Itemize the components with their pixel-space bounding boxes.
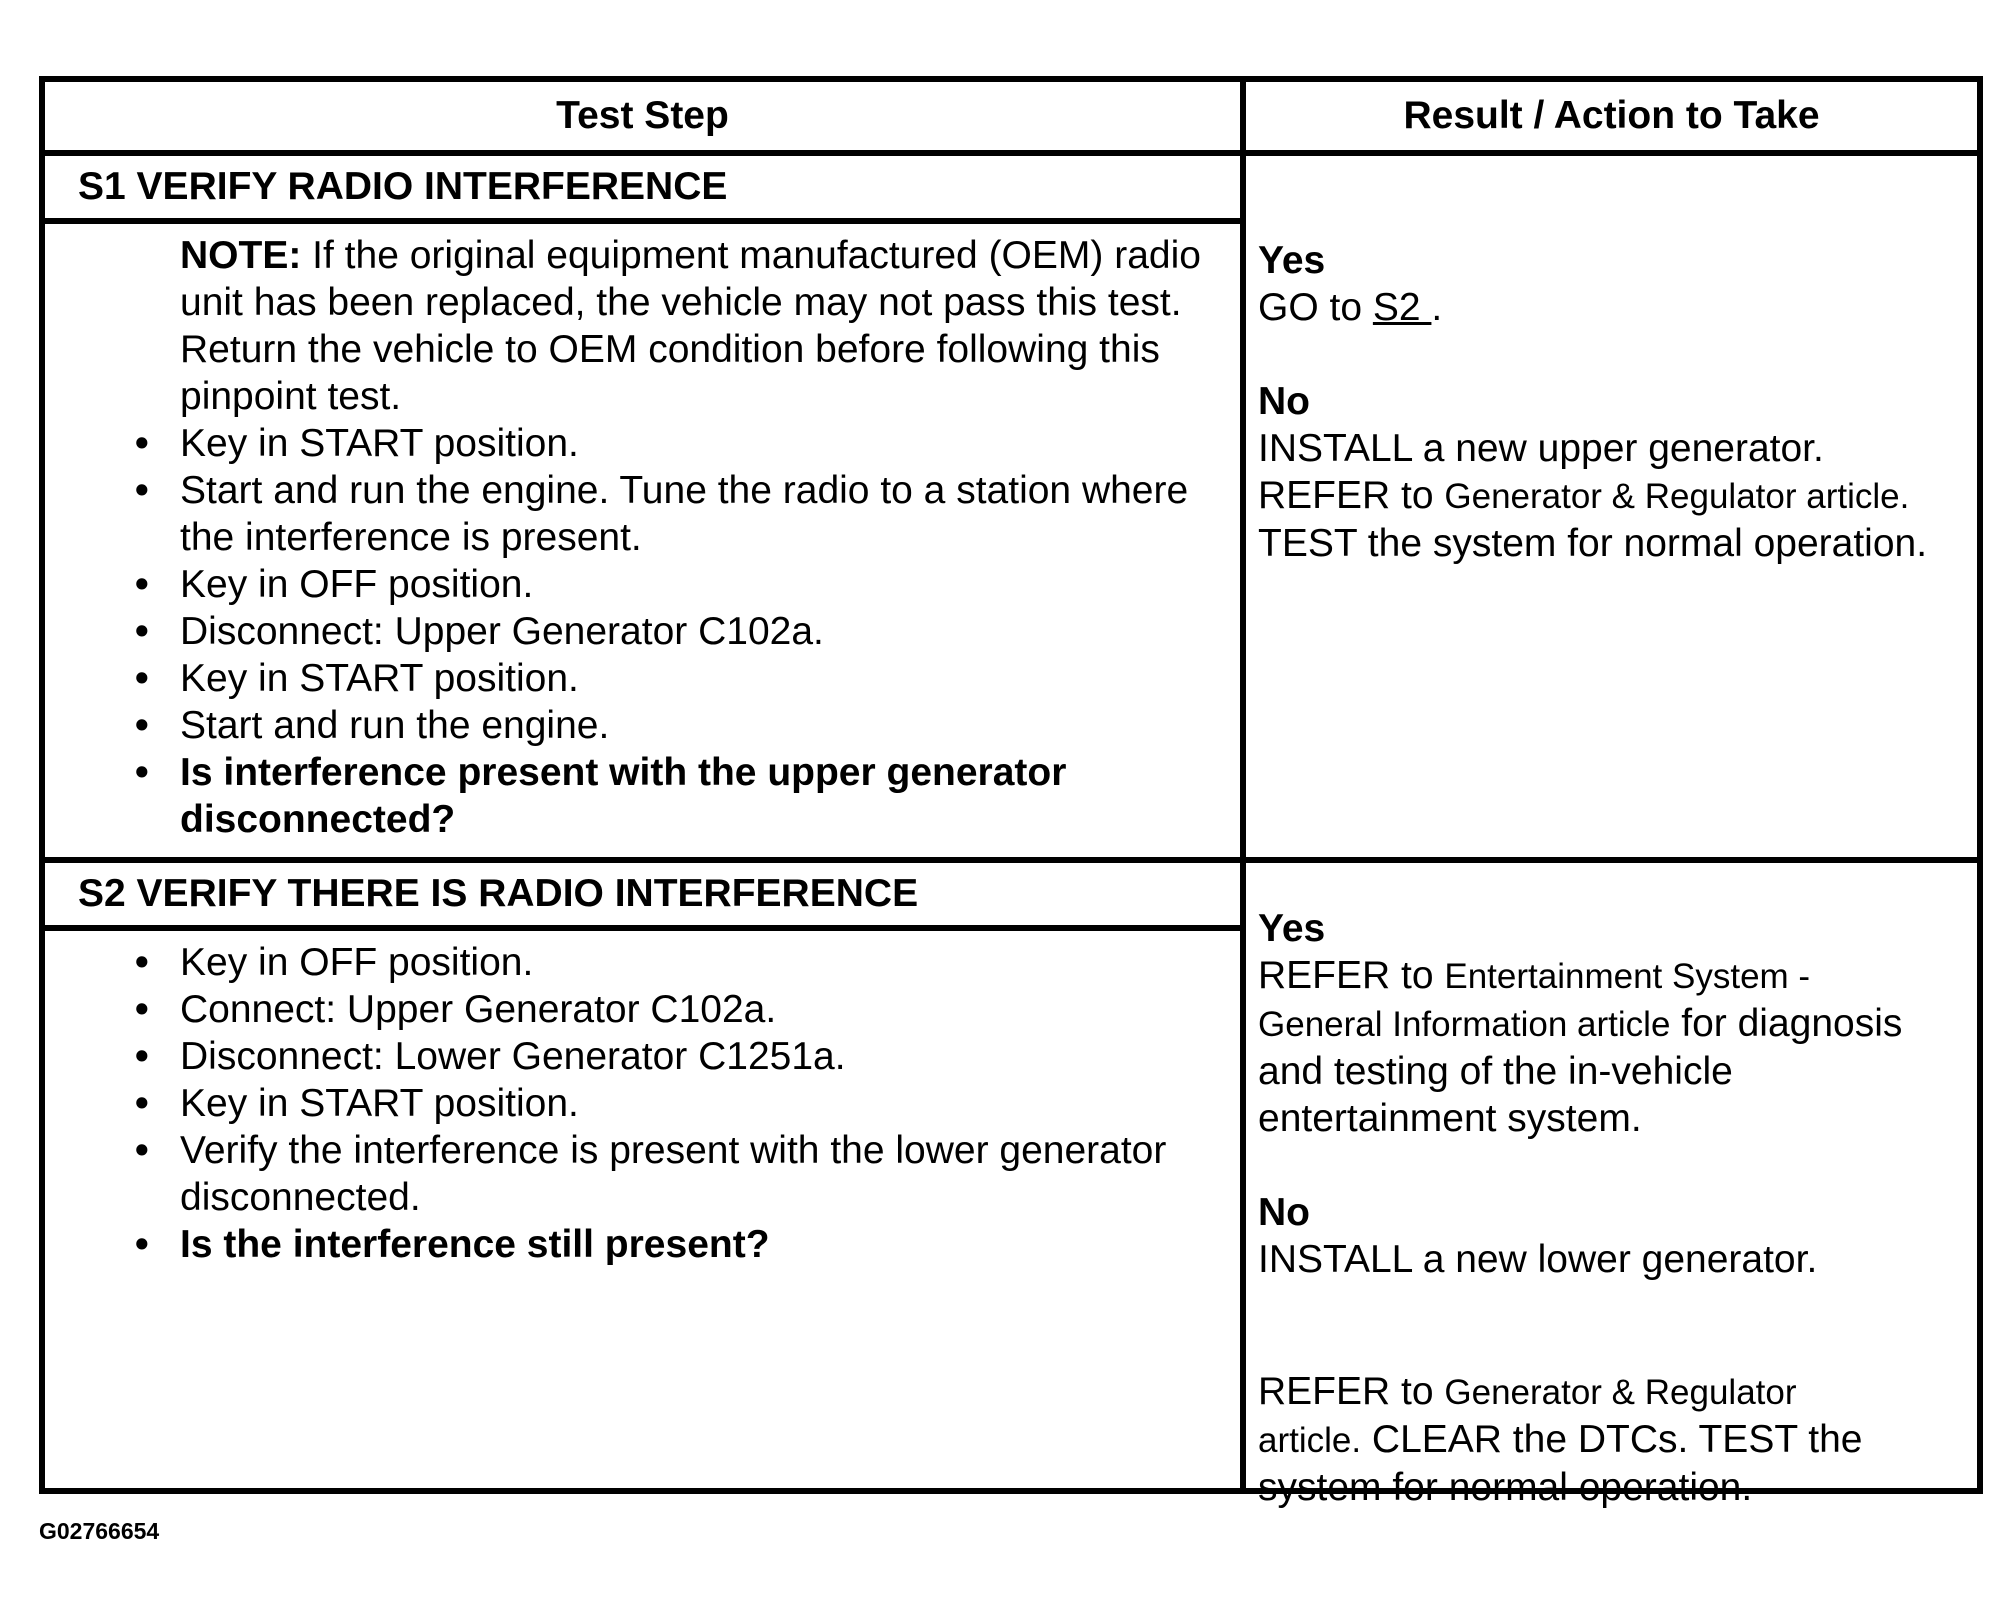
s2-yes-article-1: Entertainment System - <box>1444 957 1811 996</box>
s1-bullet-list <box>180 420 1210 843</box>
s1-no-install: INSTALL a new upper generator. <box>1258 427 1824 470</box>
s2-bullet: • Key in START position. <box>180 1080 1210 1127</box>
go-to-s2-link[interactable]: S2 <box>1372 286 1432 329</box>
s1-bullet: • Key in OFF position. <box>180 561 1210 608</box>
s2-no-rest-1: CLEAR the DTCs. TEST the <box>1361 1418 1863 1461</box>
s1-no-test: TEST the system for normal operation. <box>1258 522 1928 565</box>
figure-id: G02766654 <box>39 1518 160 1544</box>
s2-yes-refer-prefix: REFER to <box>1258 954 1445 997</box>
s2-yes-label: Yes <box>1258 907 1326 950</box>
s2-yes-rest-1: for diagnosis <box>1670 1002 1903 1045</box>
s1-yes-suffix: . <box>1431 286 1443 329</box>
s2-title-divider <box>45 925 1240 931</box>
s2-bullet-list <box>180 939 1210 1268</box>
s1-refer-article: Generator & Regulator article. <box>1444 477 1910 516</box>
s1-bullet: • Disconnect: Upper Generator C102a. <box>180 608 1210 655</box>
s2-no-article-1: Generator & Regulator <box>1444 1373 1797 1412</box>
s2-result <box>1246 905 1977 1511</box>
spacer <box>1258 1142 1969 1189</box>
s1-bullet: • Start and run the engine. Tune the radio to a station where the interference is present. <box>180 467 1210 561</box>
s1-note-text: If the original equipment manufactured (OEM) radio unit has been replaced, the vehicle may not pass this test. Return the vehicle to OEM condition before following this pinpoint test. <box>180 234 1201 418</box>
s2-bullet: • Key in OFF position. <box>180 939 1210 986</box>
s2-no-refer-prefix: REFER to <box>1258 1370 1445 1413</box>
s2-no-article-2: article. <box>1258 1421 1362 1460</box>
s2-bullet: • Verify the interference is present with the lower generator disconnected. <box>180 1127 1210 1221</box>
s1-bullet: • Key in START position. <box>180 655 1210 702</box>
s1-bullet: • Start and run the engine. <box>180 702 1210 749</box>
s2-yes-refer-line2 <box>1258 1000 1969 1048</box>
spacer <box>1258 331 1969 378</box>
s2-yes-article-2: General Information article <box>1258 1005 1671 1044</box>
s1-yes-label: Yes <box>1258 239 1326 282</box>
s1-result <box>1246 237 1977 567</box>
s1-bullet: • Key in START position. <box>180 420 1210 467</box>
pinpoint-test-table <box>39 76 1983 1509</box>
s2-bullet: • Connect: Upper Generator C102a. <box>180 986 1210 1033</box>
step-s1-title: S1 VERIFY RADIO INTERFERENCE <box>78 165 728 208</box>
s1-note-label: NOTE: <box>180 234 302 277</box>
step-s2-title: S2 VERIFY THERE IS RADIO INTERFERENCE <box>78 872 919 915</box>
s2-yes-rest-3: entertainment system. <box>1258 1097 1642 1140</box>
s2-no-rest-2: system for normal operation. <box>1258 1466 1753 1509</box>
s1-no-label: No <box>1258 380 1310 423</box>
s1-title-divider <box>45 218 1240 224</box>
s2-no-refer-line1 <box>1258 1368 1969 1416</box>
header-test-step: Test Step <box>556 94 729 137</box>
s2-no-label: No <box>1258 1191 1310 1234</box>
step-s1-body <box>45 232 1240 843</box>
spacer <box>1258 1283 1969 1368</box>
s1-question: • Is interference present with the upper generator disconnected? <box>180 749 1210 843</box>
s2-yes-refer-line1 <box>1258 952 1969 1000</box>
s2-bullet: • Disconnect: Lower Generator C1251a. <box>180 1033 1210 1080</box>
step-s2-body <box>45 939 1240 1268</box>
s2-question: • Is the interference still present? <box>180 1221 1210 1268</box>
s1-note <box>180 232 1210 420</box>
s1-no-refer-prefix: REFER to <box>1258 474 1445 517</box>
header-result-action: Result / Action to Take <box>1403 94 1820 137</box>
s1-yes-action <box>1258 284 1969 331</box>
s2-yes-rest-2: and testing of the in-vehicle <box>1258 1050 1733 1093</box>
s1-no-refer <box>1258 472 1969 520</box>
s1-yes-prefix: GO to <box>1258 286 1373 329</box>
s2-no-install: INSTALL a new lower generator. <box>1258 1238 1818 1281</box>
s2-no-refer-line2 <box>1258 1416 1969 1464</box>
